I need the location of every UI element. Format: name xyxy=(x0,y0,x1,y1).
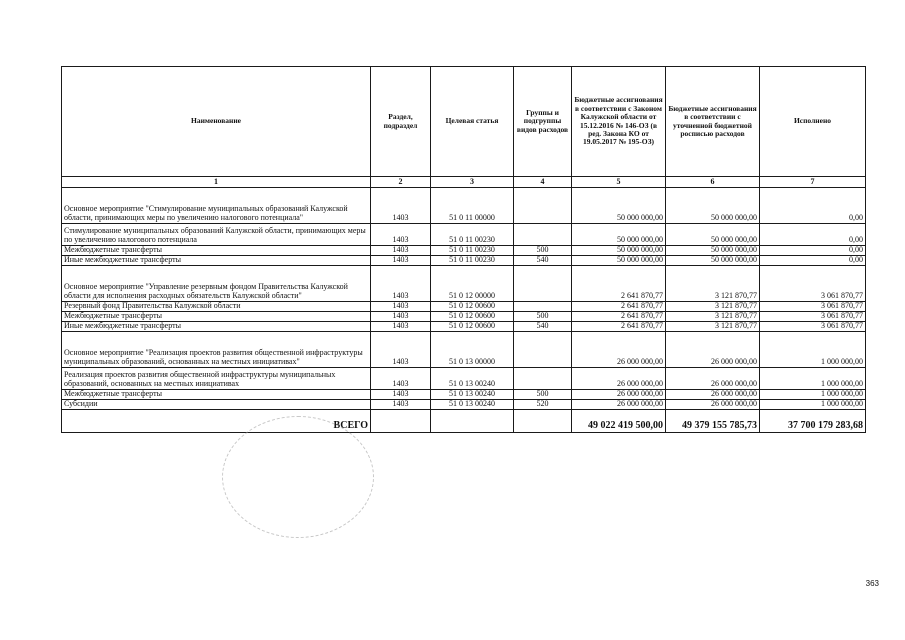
column-number: 4 xyxy=(514,177,572,188)
cell-target: 51 0 11 00230 xyxy=(431,246,514,256)
cell-budget-amount: 26 000 000,00 xyxy=(666,331,760,367)
header-target: Целевая статья xyxy=(431,67,514,177)
table-row xyxy=(62,255,866,265)
cell-section: 1403 xyxy=(371,188,431,224)
total-budget-amount: 49 379 155 785,73 xyxy=(666,409,760,432)
cell-group xyxy=(514,367,572,389)
header-group: Группы и подгруппы видов расходов xyxy=(514,67,572,177)
cell-section: 1403 xyxy=(371,311,431,321)
cell-target: 51 0 12 00600 xyxy=(431,311,514,321)
cell-name: Стимулирование муниципальных образований Калужской области, принимающих меры по увеличению налогового потенциала xyxy=(62,224,371,246)
cell-name: Основное мероприятие "Стимулирование муниципальных образований Калужской области, принимающих меры по увеличению налогового потенциала" xyxy=(62,188,371,224)
page-number: 363 xyxy=(865,579,879,588)
table-row xyxy=(62,301,866,311)
cell-group xyxy=(514,224,572,246)
cell-name: Субсидии xyxy=(62,399,371,409)
cell-group: 500 xyxy=(514,246,572,256)
column-number: 6 xyxy=(666,177,760,188)
cell-budget-amount: 3 121 870,77 xyxy=(666,301,760,311)
cell-name: Межбюджетные трансферты xyxy=(62,389,371,399)
table-row xyxy=(62,224,866,246)
cell-executed: 3 061 870,77 xyxy=(760,321,866,331)
cell-budget-amount: 3 121 870,77 xyxy=(666,321,760,331)
total-label: ВСЕГО xyxy=(62,409,371,432)
cell-law-amount: 26 000 000,00 xyxy=(572,399,666,409)
cell-name: Основное мероприятие "Управление резервным фондом Правительства Калужской области для исполнения расходных обязательств Калужской области" xyxy=(62,265,371,301)
cell-target: 51 0 13 00240 xyxy=(431,367,514,389)
column-number: 7 xyxy=(760,177,866,188)
header-section: Раздел, подраздел xyxy=(371,67,431,177)
cell-name: Иные межбюджетные трансферты xyxy=(62,321,371,331)
cell-section: 1403 xyxy=(371,255,431,265)
table-row xyxy=(62,265,866,301)
cell-target: 51 0 13 00000 xyxy=(431,331,514,367)
cell-name: Межбюджетные трансферты xyxy=(62,311,371,321)
cell-budget-amount: 50 000 000,00 xyxy=(666,255,760,265)
cell-target: 51 0 11 00230 xyxy=(431,255,514,265)
cell-budget-amount: 3 121 870,77 xyxy=(666,265,760,301)
cell-law-amount: 26 000 000,00 xyxy=(572,331,666,367)
cell-target: 51 0 12 00600 xyxy=(431,301,514,311)
cell-target: 51 0 13 00240 xyxy=(431,399,514,409)
header-executed: Исполнено xyxy=(760,67,866,177)
cell-law-amount: 2 641 870,77 xyxy=(572,311,666,321)
cell-section: 1403 xyxy=(371,321,431,331)
cell-executed: 1 000 000,00 xyxy=(760,389,866,399)
cell-law-amount: 50 000 000,00 xyxy=(572,224,666,246)
cell-target: 51 0 12 00000 xyxy=(431,265,514,301)
cell-target: 51 0 13 00240 xyxy=(431,389,514,399)
cell-group: 500 xyxy=(514,389,572,399)
table-row xyxy=(62,331,866,367)
cell-group: 520 xyxy=(514,399,572,409)
cell-section: 1403 xyxy=(371,301,431,311)
cell-group: 500 xyxy=(514,311,572,321)
cell-budget-amount: 26 000 000,00 xyxy=(666,399,760,409)
cell-law-amount: 26 000 000,00 xyxy=(572,367,666,389)
cell-section: 1403 xyxy=(371,367,431,389)
total-empty-cell xyxy=(371,409,431,432)
table-row xyxy=(62,311,866,321)
cell-executed: 0,00 xyxy=(760,255,866,265)
cell-budget-amount: 50 000 000,00 xyxy=(666,224,760,246)
cell-name: Межбюджетные трансферты xyxy=(62,246,371,256)
cell-budget-amount: 26 000 000,00 xyxy=(666,367,760,389)
cell-group xyxy=(514,188,572,224)
cell-executed: 3 061 870,77 xyxy=(760,301,866,311)
table-row xyxy=(62,389,866,399)
cell-group: 540 xyxy=(514,321,572,331)
cell-section: 1403 xyxy=(371,224,431,246)
cell-executed: 1 000 000,00 xyxy=(760,399,866,409)
header-law-amount: Бюджетные ассигнования в соответствии с Законом Калужской области от 15.12.2016 № 146-ОЗ (в ред. Закона КО от 19.05.2017 № 195-ОЗ) xyxy=(572,67,666,177)
total-row xyxy=(62,409,866,432)
column-number: 5 xyxy=(572,177,666,188)
cell-executed: 3 061 870,77 xyxy=(760,311,866,321)
cell-budget-amount: 3 121 870,77 xyxy=(666,311,760,321)
column-number: 1 xyxy=(62,177,371,188)
cell-target: 51 0 12 00600 xyxy=(431,321,514,331)
total-executed: 37 700 179 283,68 xyxy=(760,409,866,432)
column-number-row xyxy=(62,177,866,188)
header-row xyxy=(62,67,866,177)
cell-law-amount: 50 000 000,00 xyxy=(572,188,666,224)
cell-law-amount: 50 000 000,00 xyxy=(572,246,666,256)
cell-executed: 3 061 870,77 xyxy=(760,265,866,301)
cell-law-amount: 2 641 870,77 xyxy=(572,301,666,311)
cell-executed: 0,00 xyxy=(760,224,866,246)
cell-name: Иные межбюджетные трансферты xyxy=(62,255,371,265)
cell-name: Реализация проектов развития общественной инфраструктуры муниципальных образований, основанных на местных инициативах xyxy=(62,367,371,389)
cell-group: 540 xyxy=(514,255,572,265)
cell-section: 1403 xyxy=(371,265,431,301)
table-row xyxy=(62,246,866,256)
faint-stamp xyxy=(222,416,374,538)
cell-budget-amount: 50 000 000,00 xyxy=(666,188,760,224)
cell-executed: 0,00 xyxy=(760,188,866,224)
cell-group xyxy=(514,265,572,301)
cell-target: 51 0 11 00230 xyxy=(431,224,514,246)
cell-executed: 1 000 000,00 xyxy=(760,331,866,367)
cell-section: 1403 xyxy=(371,389,431,399)
header-name: Наименование xyxy=(62,67,371,177)
cell-section: 1403 xyxy=(371,246,431,256)
cell-executed: 0,00 xyxy=(760,246,866,256)
budget-table xyxy=(61,66,866,433)
cell-law-amount: 50 000 000,00 xyxy=(572,255,666,265)
total-law-amount: 49 022 419 500,00 xyxy=(572,409,666,432)
cell-section: 1403 xyxy=(371,331,431,367)
total-empty-cell xyxy=(431,409,514,432)
cell-group xyxy=(514,301,572,311)
cell-budget-amount: 26 000 000,00 xyxy=(666,389,760,399)
cell-law-amount: 2 641 870,77 xyxy=(572,321,666,331)
cell-name: Основное мероприятие "Реализация проектов развития общественной инфраструктуры муниципальных образований, основанных на местных инициативах" xyxy=(62,331,371,367)
cell-law-amount: 26 000 000,00 xyxy=(572,389,666,399)
total-empty-cell xyxy=(514,409,572,432)
header-budget-amount: Бюджетные ассигнования в соответствии с уточненной бюджетной росписью расходов xyxy=(666,67,760,177)
cell-executed: 1 000 000,00 xyxy=(760,367,866,389)
table-row xyxy=(62,367,866,389)
table-row xyxy=(62,188,866,224)
cell-name: Резервный фонд Правительства Калужской области xyxy=(62,301,371,311)
cell-law-amount: 2 641 870,77 xyxy=(572,265,666,301)
cell-section: 1403 xyxy=(371,399,431,409)
cell-budget-amount: 50 000 000,00 xyxy=(666,246,760,256)
cell-group xyxy=(514,331,572,367)
column-number: 3 xyxy=(431,177,514,188)
table-row xyxy=(62,399,866,409)
cell-target: 51 0 11 00000 xyxy=(431,188,514,224)
column-number: 2 xyxy=(371,177,431,188)
table-row xyxy=(62,321,866,331)
